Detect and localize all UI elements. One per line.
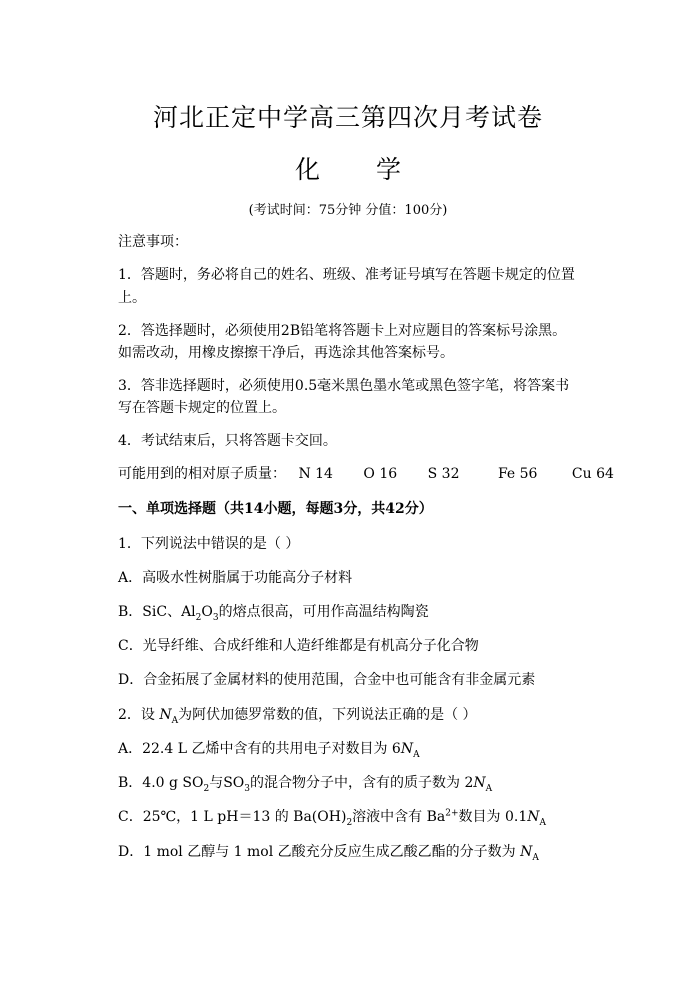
exam-info: (考试时间：75分钟 分值：100分) [248, 203, 448, 218]
q2-stem: 2．设 $N_A$为阿伏加德罗常数的值，下列说法正确的是（ ） [118, 707, 477, 726]
q1-stem: 1．下列说法中错误的是（ ） [118, 536, 300, 552]
q1-option-d: D．合金拓展了金属材料的使用范围，合金中也可能含有非金属元素 [118, 672, 536, 688]
notes-heading: 注意事项： [118, 234, 188, 250]
note-4: 4．考试结束后，只将答题卡交回。 [118, 433, 337, 449]
note-3-line-2: 写在答题卡规定的位置上。 [118, 400, 286, 416]
q2-option-d: D．1 mol 乙醇与 1 mol 乙酸充分反应生成乙酸乙酯的分子数为 $N_A$ [118, 844, 539, 863]
atomic-mass-n: N 14 [298, 466, 333, 482]
exam-title: 河北正定中学高三第四次月考试卷 [152, 103, 543, 132]
q1-option-b: B．SiC、$Al_2O_3$的熔点很高，可用作高温结构陶瓷 [118, 604, 429, 623]
q1-option-a: A．高吸水性树脂属于功能高分子材料 [118, 570, 353, 586]
atomic-masses [118, 465, 614, 483]
note-1-line-1: 1．答题时，务必将自己的姓名、班级、准考证号填写在答题卡规定的位置 [118, 267, 575, 283]
note-2-line-1: 2．答选择题时，必须使用2B铅笔将答题卡上对应题目的答案标号涂黑。 [118, 323, 567, 339]
note-1-line-2: 上。 [118, 290, 146, 306]
q2-option-a: A．22.4 L 乙烯中含有的共用电子对数目为 $6N_A$ [118, 741, 420, 760]
note-2-line-2: 如需改动，用橡皮擦擦干净后，再选涂其他答案标号。 [118, 345, 454, 361]
q2-option-b: B．4.0 g $SO_2$与$SO_3$的混合物分子中，含有的质子数为 $2N_A$ [118, 775, 493, 794]
atomic-masses-label: 可能用到的相对原子质量： [118, 466, 286, 482]
section-1-heading: 一、单项选择题（共14小题，每题3分，共42分） [118, 501, 433, 517]
q2-option-c: C．25℃，1 L pH＝13 的 $Ba(OH)_2$溶液中含有 $Ba^{2+}$数目为 $0.1N_A$ [118, 808, 547, 828]
atomic-mass-cu: Cu 64 [571, 466, 614, 482]
subject-char-2: 学 [376, 155, 402, 184]
atomic-mass-o: O 16 [363, 466, 398, 482]
atomic-mass-fe: Fe 56 [497, 466, 538, 482]
subject-char-1: 化 [294, 155, 320, 184]
atomic-mass-s: S 32 [427, 466, 460, 482]
q1-option-c: C．光导纤维、合成纤维和人造纤维都是有机高分子化合物 [118, 638, 479, 654]
note-3-line-1: 3．答非选择题时，必须使用0.5毫米黑色墨水笔或黑色签字笔，将答案书 [118, 378, 570, 394]
subject-title [0, 150, 696, 186]
